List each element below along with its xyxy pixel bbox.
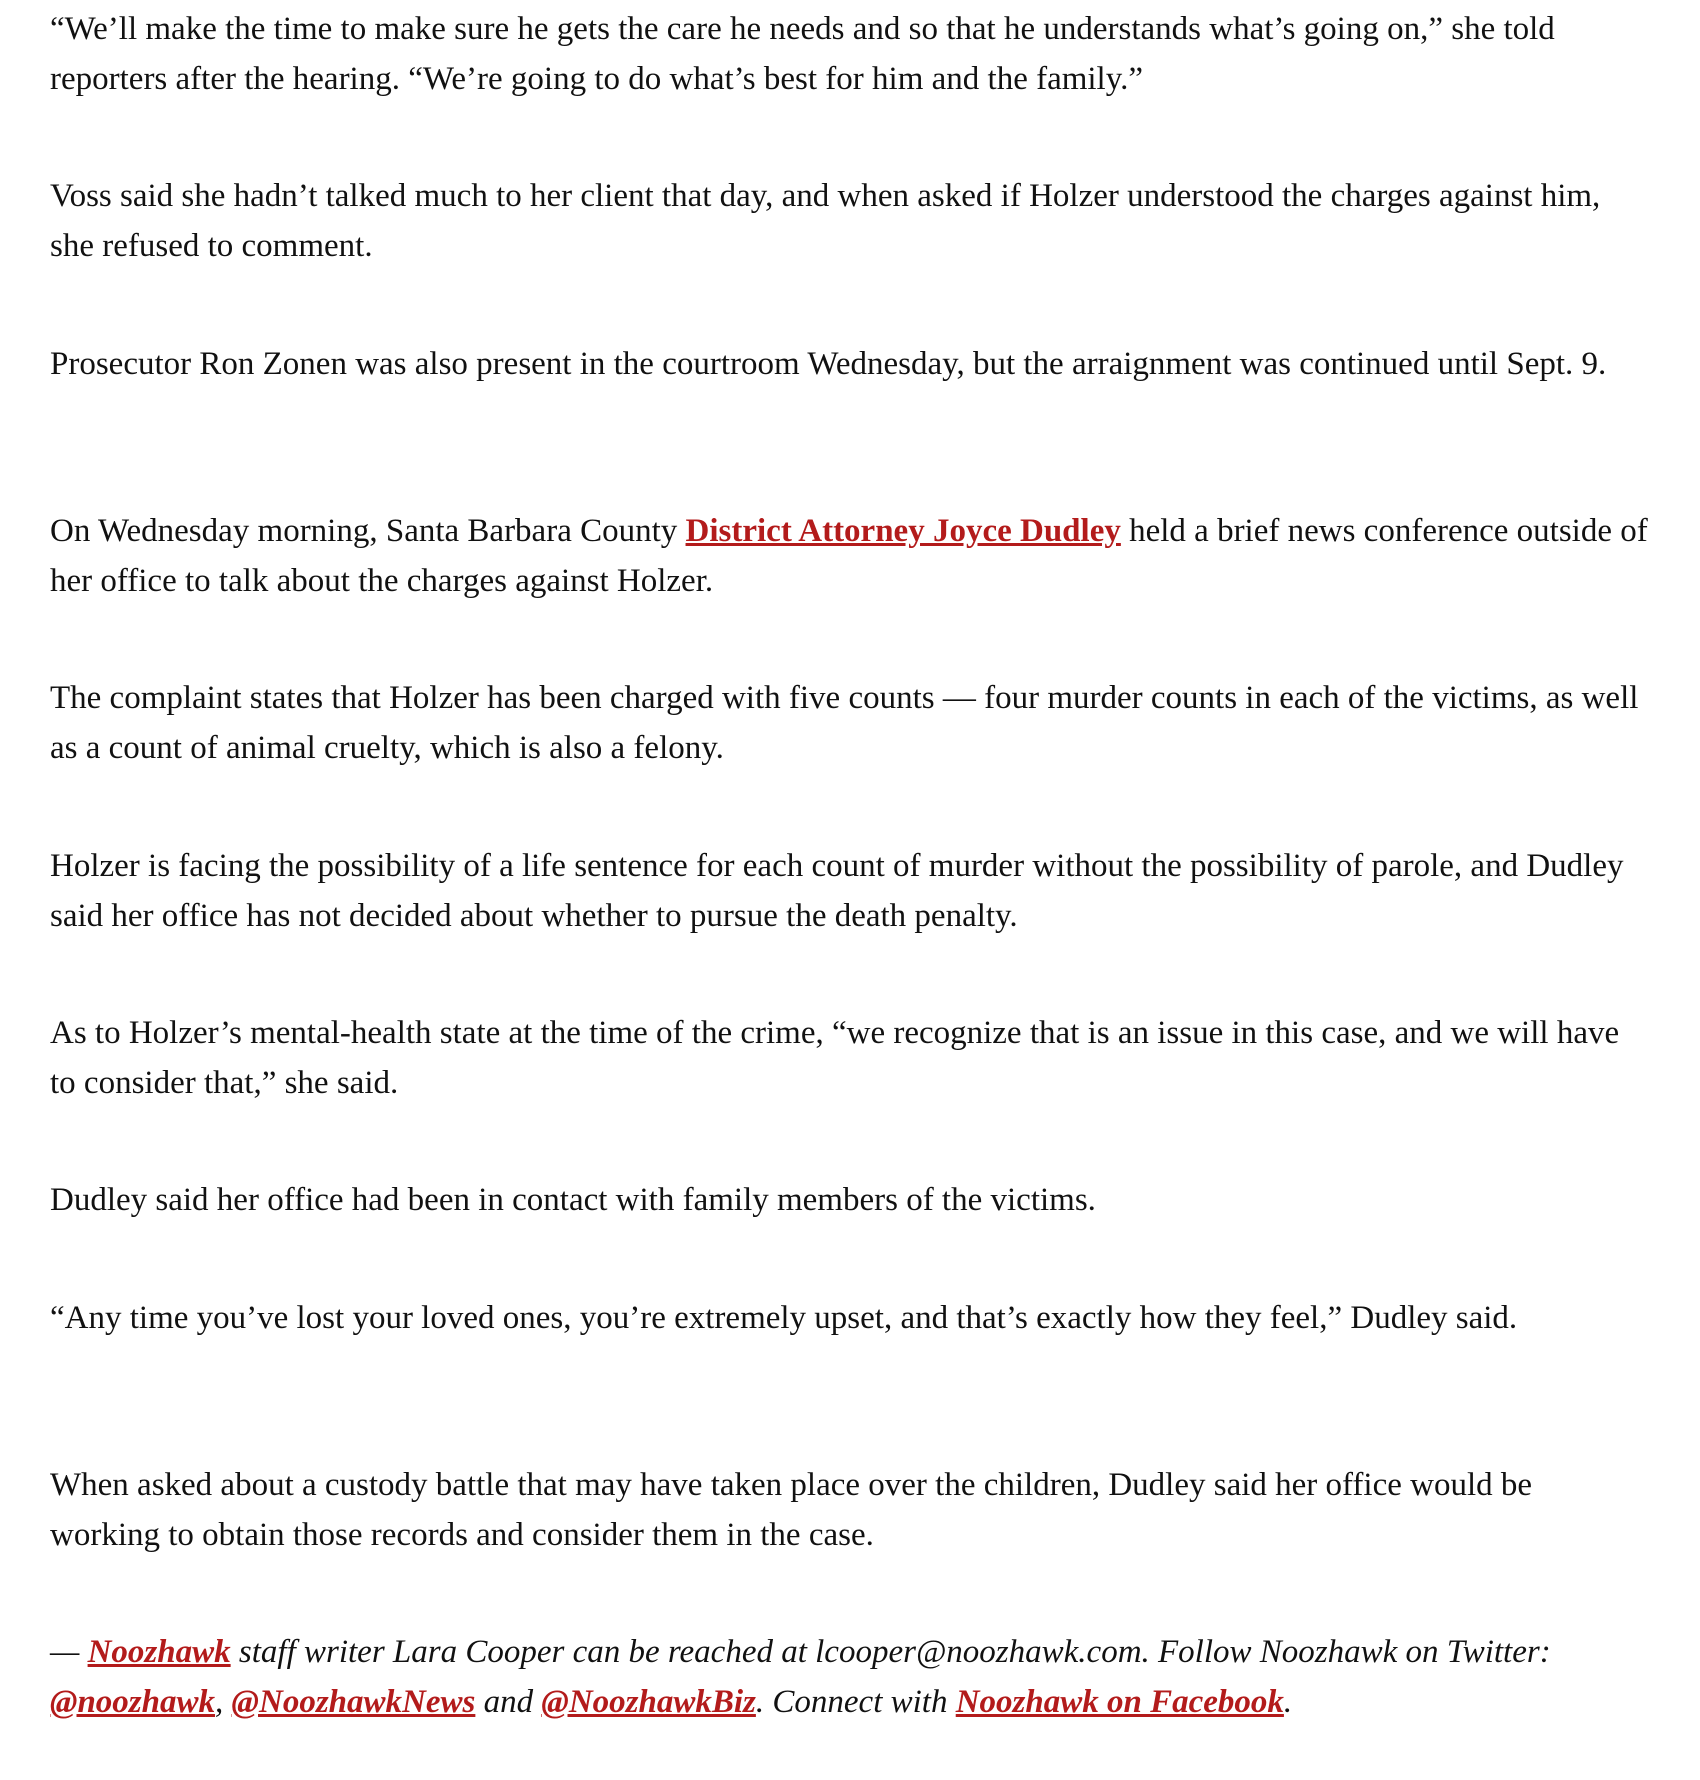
paragraph-district-attorney bbox=[50, 506, 1650, 606]
paragraph-complaint: The complaint states that Holzer has been charged with five counts — four murder counts in each of the victims, as well as a count of animal cruelty, which is also a felony. bbox=[50, 680, 1639, 766]
facebook-link[interactable]: Noozhawk on Facebook bbox=[955, 1684, 1284, 1720]
paragraph-prosecutor: Prosecutor Ron Zonen was also present in the courtroom Wednesday, but the arraignment was continued until Sept. 9. bbox=[50, 346, 1607, 382]
credit-text: . Connect with bbox=[755, 1684, 956, 1720]
paragraph-quote-upset: “Any time you’ve lost your loved ones, you’re extremely upset, and that’s exactly how they feel,” Dudley said. bbox=[50, 1300, 1518, 1336]
noozhawk-link[interactable]: Noozhawk bbox=[87, 1634, 231, 1670]
paragraph-sentence: Holzer is facing the possibility of a life sentence for each count of murder without the possibility of parole, and Dudley said her office has not decided about whether to pursue the death penalty. bbox=[50, 848, 1624, 934]
twitter-noozhawkbiz-link[interactable]: @NoozhawkBiz bbox=[541, 1684, 756, 1720]
paragraph-text: On Wednesday morning, Santa Barbara County bbox=[50, 513, 686, 549]
credit-text: staff writer Lara Cooper can be reached at lcooper@noozhawk.com. Follow Noozhawk on Twitter: bbox=[230, 1634, 1551, 1670]
credit-separator: , bbox=[215, 1684, 232, 1720]
twitter-noozhawknews-link[interactable]: @NoozhawkNews bbox=[231, 1684, 476, 1720]
paragraph-text: held a brief news conference outside of her office to talk about the charges against Holzer. bbox=[50, 513, 1648, 599]
credit-separator: and bbox=[475, 1684, 542, 1720]
credit-end: . bbox=[1283, 1684, 1293, 1720]
author-credit bbox=[50, 1627, 1650, 1727]
paragraph-mental-health: As to Holzer’s mental-health state at the time of the crime, “we recognize that is an issue in this case, and we will have to consider that,” she said. bbox=[50, 1015, 1620, 1101]
twitter-noozhawk-link[interactable]: @noozhawk bbox=[50, 1684, 216, 1720]
district-attorney-link[interactable]: District Attorney Joyce Dudley bbox=[685, 513, 1121, 549]
paragraph-voss: Voss said she hadn’t talked much to her client that day, and when asked if Holzer understood the charges against him, she refused to comment. bbox=[50, 178, 1601, 264]
credit-dash: — bbox=[50, 1634, 88, 1670]
paragraph-quote-care: “We’ll make the time to make sure he gets the care he needs and so that he understands what’s going on,” she told reporters after the hearing. “We’re going to do what’s best for him and the family.” bbox=[50, 11, 1555, 97]
paragraph-family-contact: Dudley said her office had been in contact with family members of the victims. bbox=[50, 1182, 1096, 1218]
paragraph-custody: When asked about a custody battle that may have taken place over the children, Dudley said her office would be working to obtain those records and consider them in the case. bbox=[50, 1467, 1533, 1553]
